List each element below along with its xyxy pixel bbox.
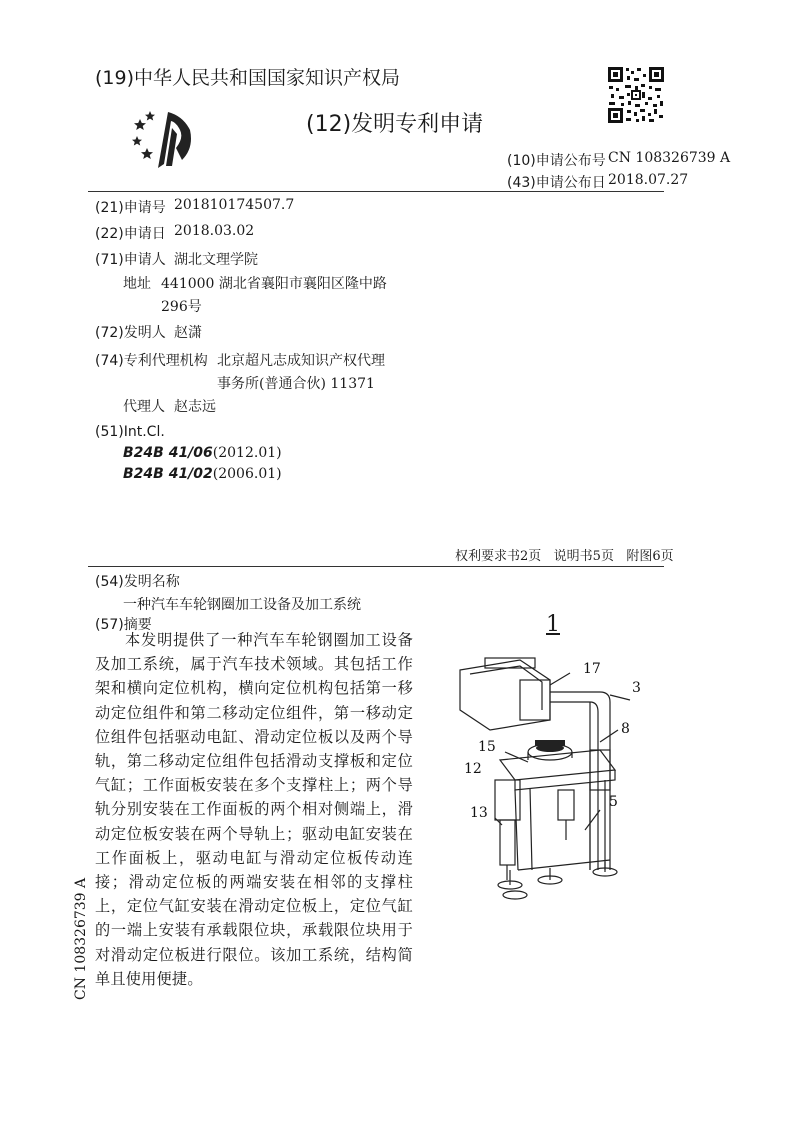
ipc-version: (2012.01) bbox=[212, 445, 282, 461]
application-number: 201810174507.7 bbox=[174, 197, 295, 213]
inventor-label: (72)发明人 bbox=[95, 325, 166, 341]
side-publication-number: CN 108326739 A bbox=[73, 877, 89, 1000]
int-cl-label: (51)Int.Cl. bbox=[95, 424, 165, 440]
ipc-entry bbox=[123, 466, 282, 482]
applicant-label: (71)申请人 bbox=[95, 252, 166, 268]
applicant: 湖北文理学院 bbox=[174, 252, 258, 268]
figure-label-3: 3 bbox=[632, 680, 641, 696]
title-label: (54)发明名称 bbox=[95, 574, 180, 590]
address-label: 地址 bbox=[123, 276, 151, 292]
document-type: (12)发明专利申请 bbox=[306, 112, 484, 137]
ipc-code: B24B 41/06 bbox=[123, 445, 213, 461]
application-date: 2018.03.02 bbox=[174, 223, 255, 239]
ipc-entry bbox=[123, 445, 282, 461]
application-date-label: (22)申请日 bbox=[95, 226, 166, 242]
publication-date-label: (43)申请公布日 bbox=[507, 175, 606, 191]
office-name: (19)中华人民共和国国家知识产权局 bbox=[95, 67, 401, 89]
divider bbox=[88, 191, 664, 192]
agent-label: 代理人 bbox=[123, 399, 165, 415]
qr-code-icon bbox=[607, 66, 665, 124]
ipc-code: B24B 41/02 bbox=[123, 466, 213, 482]
address-line-1: 441000 湖北省襄阳市襄阳区隆中路 bbox=[161, 276, 387, 292]
inventor: 赵潇 bbox=[174, 325, 202, 341]
ipc-version: (2006.01) bbox=[212, 466, 282, 482]
abstract-text: 本发明提供了一种汽车车轮钢圈加工设备及加工系统，属于汽车技术领域。其包括工作架和横向定位机构，横向定位机构包括第一移动定位组件和第二移动定位组件，第一移动定位组件包括驱动电缸、滑动定位板以及两个导轨，第二移动定位组件包括滑动支撑板和定位气缸；工作面板安装在多个支撑柱上；两个导轨分别安装在工作面板的两个相对侧端上，滑动定位板安装在两个导轨上；驱动电缸安装在工作面板上，驱动电缸与滑动定位板传动连接；滑动定位板的两端安装在相邻的支撑柱上，定位气缸安装在滑动定位板上，定位气缸的一端上安装有承载限位块，承载限位块用于对滑动定位板进行限位。该加工系统，结构简单且使用便捷。 bbox=[95, 631, 413, 988]
abstract-label: (57)摘要 bbox=[95, 617, 152, 633]
publication-date: 2018.07.27 bbox=[608, 172, 689, 188]
publication-number: CN 108326739 A bbox=[608, 150, 731, 166]
divider bbox=[88, 566, 664, 567]
figure-label-5: 5 bbox=[609, 794, 618, 810]
figure-label-12: 12 bbox=[464, 761, 482, 777]
figure-label-8: 8 bbox=[621, 721, 630, 737]
agent: 赵志远 bbox=[174, 399, 216, 415]
publication-number-label: (10)申请公布号 bbox=[507, 153, 606, 169]
figure-label-15: 15 bbox=[478, 739, 496, 755]
agency-line-1: 北京超凡志成知识产权代理 bbox=[217, 353, 385, 369]
application-number-label: (21)申请号 bbox=[95, 200, 166, 216]
address-line-2: 296号 bbox=[161, 299, 202, 315]
figure-label-13: 13 bbox=[470, 805, 488, 821]
figure-number: 1 bbox=[546, 612, 560, 637]
figure-label-17: 17 bbox=[583, 661, 601, 677]
agency-line-2: 事务所(普通合伙) 11371 bbox=[217, 376, 375, 392]
machine-drawing bbox=[440, 640, 680, 910]
agency-label: (74)专利代理机构 bbox=[95, 353, 208, 369]
page-counts: 权利要求书2页 说明书5页 附图6页 bbox=[455, 549, 674, 564]
patent-office-logo-icon bbox=[128, 108, 198, 170]
invention-title: 一种汽车车轮钢圈加工设备及加工系统 bbox=[123, 597, 361, 613]
